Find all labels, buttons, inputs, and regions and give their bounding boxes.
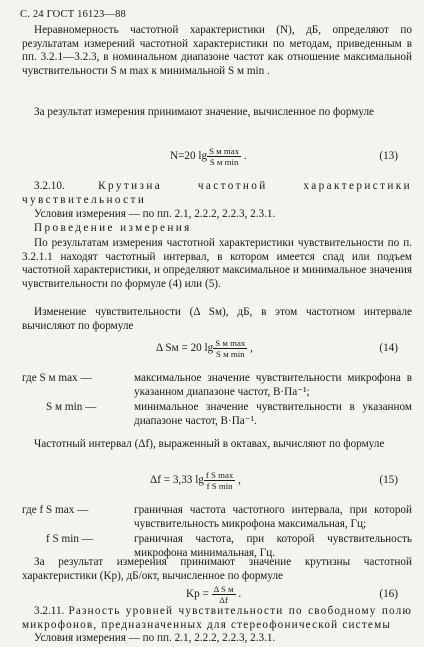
paragraph-freq-octaves: Частотный интервал (Δf), выраженный в октавах, вычисляют по формуле (34, 438, 385, 450)
conditions-3-2-11: Условия измерения — по пп. 2.1, 2.2.2, 2.2.3, 2.3.1. (34, 632, 276, 644)
paragraph-nonuniformity: Неравномерность частотной характеристики (N), дБ, определяют по результатам измерений частотной характеристики по методам, приведенным в пп. 3.2.1—3.2.3, в номинальном диапазоне частот как отношение максимальной чувствительности S м max к минимальной S м min . (22, 24, 412, 77)
section-3-2-11-heading (22, 605, 412, 632)
formula-14 (156, 338, 253, 359)
definition-desc: граничная частота частотного интервала, при которой чувствительность микрофона максимальная, Гц; (134, 504, 412, 530)
section-3-2-10-heading (22, 180, 412, 207)
formula-15 (150, 470, 241, 491)
section-3-2-11-title: Разность уровней чувствительности по свободному полю микрофонов, предназначенных для стереофонической системы (22, 605, 413, 631)
definitions-14 (22, 372, 412, 428)
formula-15-number: (15) (379, 474, 398, 486)
formula-16-fraction (212, 584, 236, 605)
formula-13-fraction (207, 146, 241, 167)
definition-term: где f S max — (22, 504, 89, 516)
formula-16-lhs: Kр = (186, 588, 209, 601)
formula-15-lhs: Δf = 3,33 lg (150, 474, 204, 487)
formula-14-fraction (213, 338, 247, 359)
definition-row (22, 504, 412, 531)
definition-row (22, 401, 412, 428)
formula-15-tail: , (238, 474, 241, 487)
formula-13-number: (13) (379, 150, 398, 162)
formula-16-denominator: Δf (219, 595, 228, 605)
formula-15-fraction (204, 470, 235, 491)
definition-term: f S min — (46, 533, 93, 546)
definition-desc: максимальное значение чувствительности микрофона в указанном диапазоне частот, В·Па⁻¹; (134, 372, 412, 398)
definition-row (22, 372, 412, 399)
formula-13-denominator: S м min (209, 157, 239, 167)
formula-16-numerator: Δ S м (213, 584, 234, 594)
formula-13 (170, 146, 247, 167)
definitions-15 (22, 504, 412, 560)
formula-13-tail: . (243, 150, 247, 163)
section-3-2-10-title: Крутизна частотной характеристики чувствительности (22, 180, 412, 206)
definition-desc: минимальное значение чувствительности в указанном диапазоне частот, В·Па⁻¹. (134, 401, 412, 427)
formula-15-denominator: f S min (206, 481, 233, 491)
paragraph-result-16: За результат измерения принимают значение крутизны частотной характеристики (Kр), дБ/окт, вычисленное по формуле (22, 556, 412, 582)
formula-13-numerator: S м max (209, 146, 240, 156)
section-3-2-10-number: 3.2.10. (34, 180, 65, 192)
formula-16-tail: . (238, 588, 242, 601)
formula-13-lhs: N=20 lg (170, 150, 208, 163)
formula-14-denominator: S м min (216, 349, 245, 359)
formula-16 (186, 584, 241, 605)
formula-15-numerator: f S max (205, 470, 234, 480)
procedure-heading-1: Проведение измерения (34, 222, 192, 234)
formula-14-lhs: Δ Sм = 20 lg (156, 342, 214, 355)
definition-desc: граничная частота, при которой чувствительность микрофона минимальная, Гц. (134, 533, 412, 559)
paragraph-freq-interval: По результатам измерения частотной характеристики чувствительности по п. 3.2.1.1 находят частотный интервал, в котором имеется спад или подъем частотной характеристики, и определяют максимальное и минимальное значения чувствительности по формуле (4) или (5). (22, 237, 412, 290)
definition-term: S м min — (46, 401, 97, 414)
definition-term: где S м max — (22, 372, 92, 384)
page-header: С. 24 ГОСТ 16123—88 (20, 9, 126, 20)
formula-16-number: (16) (379, 588, 398, 600)
formula-14-tail: , (250, 342, 253, 355)
conditions-3-2-10: Условия измерения — по пп. 2.1, 2.2.2, 2.2.3, 2.3.1. (34, 208, 276, 220)
formula-14-number: (14) (379, 342, 398, 354)
formula-14-numerator: S м max (215, 338, 246, 348)
paragraph-change-sensitivity: Изменение чувствительности (Δ Sм), дБ, в этом частотном интервале вычисляют по формуле (22, 306, 412, 332)
paragraph-result-13: За результат измерения принимают значение, вычисленное по формуле (34, 106, 374, 118)
section-3-2-11-number: 3.2.11. (34, 605, 65, 617)
